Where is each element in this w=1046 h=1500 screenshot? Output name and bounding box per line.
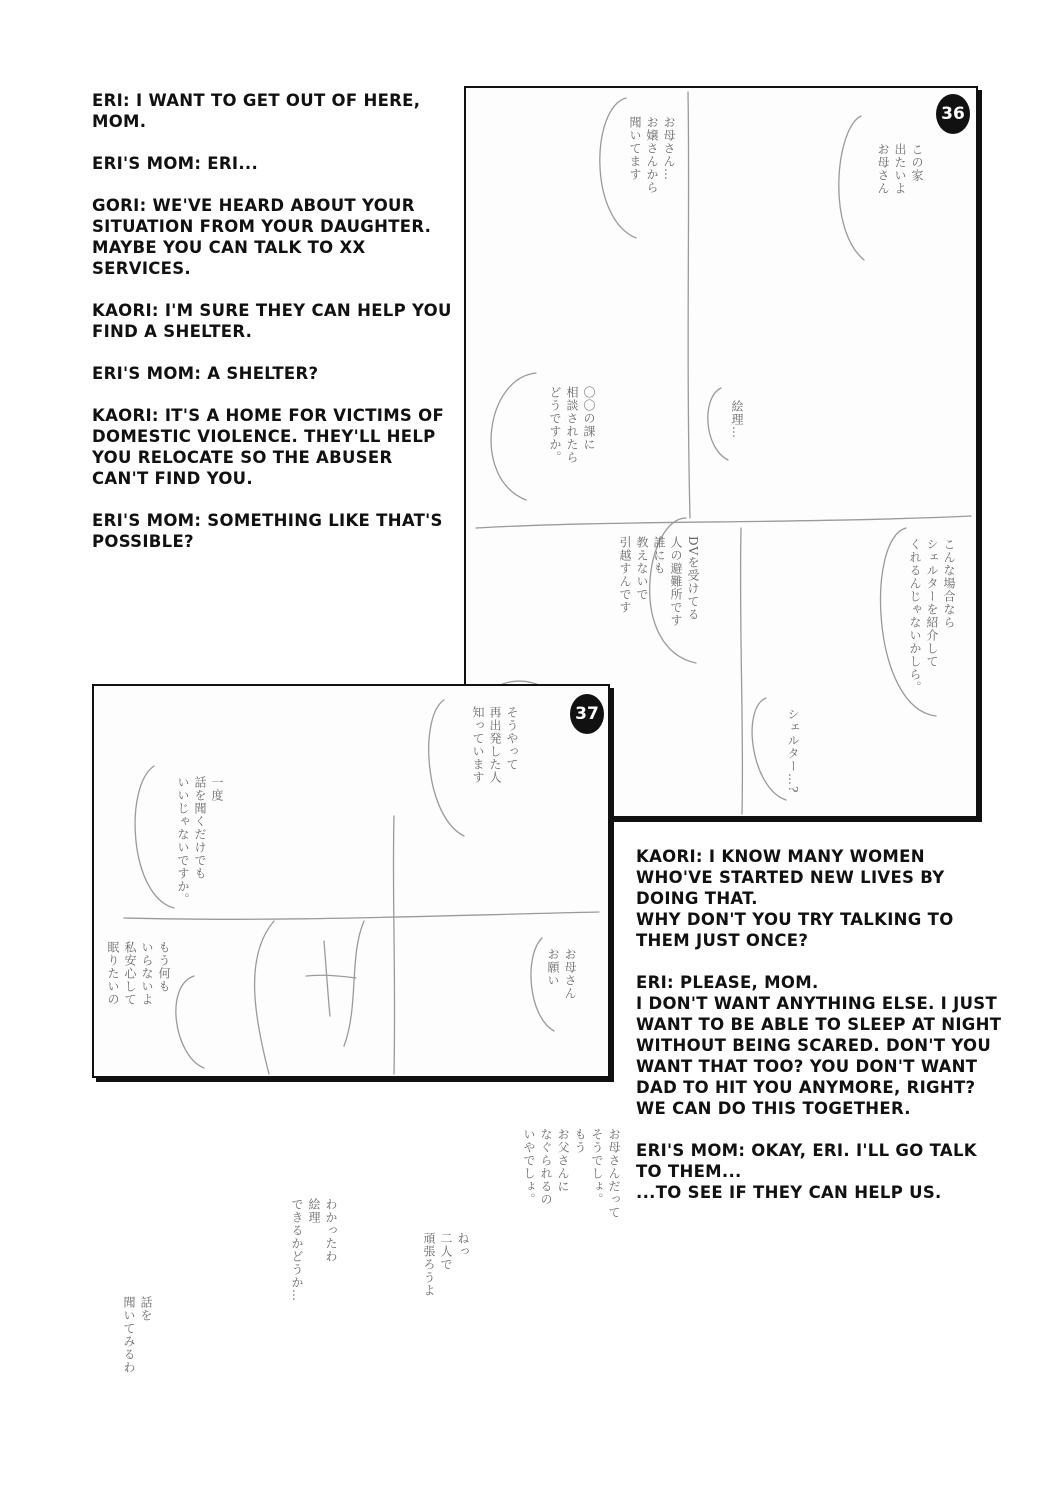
sketch-text: 話を 聞いてみるわ — [122, 1296, 153, 1374]
sketch-text: わかったわ 絵理 できるかどうか… — [290, 1198, 338, 1302]
dialogue-line: ERI: I WANT TO GET OUT OF HERE, MOM. — [92, 91, 421, 131]
sketch-text: この家 出たいよ お母さん — [876, 143, 924, 195]
dialogue-line: KAORI: IT'S A HOME FOR VICTIMS OF DOMESTIC VIOLENCE. THEY'LL HELP YOU RELOCATE SO THE ABUSER CAN'T FIND YOU. — [92, 406, 445, 488]
dialogue-line: KAORI: I'M SURE THEY CAN HELP YOU FIND A SHELTER. — [92, 301, 452, 341]
sketch-text: 〇〇の課に 相談されたら どうですか。 — [548, 386, 596, 464]
dialogue-line: ERI'S MOM: OKAY, ERI. I'LL GO TALK TO THEM... ...TO SEE IF THEY CAN HELP US. — [636, 1141, 977, 1202]
sketch-text: そうやって 再出発した人 知っています — [471, 706, 519, 784]
sketch-text: お母さんだって そうでしょ。 もう お父さんに なぐられるの いやでしょ。 — [522, 1128, 621, 1219]
dialogue-line: ERI'S MOM: ERI... — [92, 154, 259, 173]
page-number-badge: 36 — [936, 94, 970, 134]
dialogue-text-bottom — [636, 846, 1006, 1203]
sketch-text: ねっ 二人で 頑張ろうよ — [422, 1232, 470, 1297]
sketch-text: 一度 話を聞くだけでも いいじゃないですか。 — [176, 776, 224, 906]
sketch-text: こんな場合なら シェルターを紹介して くれるんじゃないかしら。 — [908, 538, 956, 694]
dialogue-line: KAORI: I KNOW MANY WOMEN WHO'VE STARTED NEW LIVES BY DOING THAT. WHY DON'T YOU TRY TALKING TO THEM JUST ONCE? — [636, 847, 954, 950]
sketch-text: お母さん… お嬢さんから 聞いてます — [628, 116, 676, 194]
dialogue-line: ERI: PLEASE, MOM. I DON'T WANT ANYTHING ELSE. I JUST WANT TO BE ABLE TO SLEEP AT NIGHT WITHOUT BEING SCARED. DON'T YOU WANT THAT TOO? YOU DON'T WANT DAD TO HIT YOU ANYMORE, RIGHT? WE CAN DO THIS TOGETHER. — [636, 973, 1002, 1118]
sketch-text: お母さん お願い — [546, 948, 577, 1000]
sketch-text: DVを受けてる 人の避難所です 誰にも 教えないで 引越すんです — [618, 536, 700, 627]
sketch-panel-37 — [92, 684, 610, 1078]
dialogue-line: ERI'S MOM: A SHELTER? — [92, 364, 319, 383]
sketch-text: 絵理… — [730, 400, 744, 439]
dialogue-line: ERI'S MOM: SOMETHING LIKE THAT'S POSSIBLE? — [92, 511, 443, 551]
dialogue-text-top — [92, 90, 452, 552]
sketch-lines — [94, 686, 608, 1076]
sketch-text: シェルター…? — [786, 708, 800, 794]
sketch-text: もう何も いらないよ 私安心して 眠りたいの — [106, 941, 171, 1006]
page-number-badge: 37 — [570, 694, 604, 734]
dialogue-line: GORI: WE'VE HEARD ABOUT YOUR SITUATION FROM YOUR DAUGHTER. MAYBE YOU CAN TALK TO XX SERVICES. — [92, 196, 432, 278]
